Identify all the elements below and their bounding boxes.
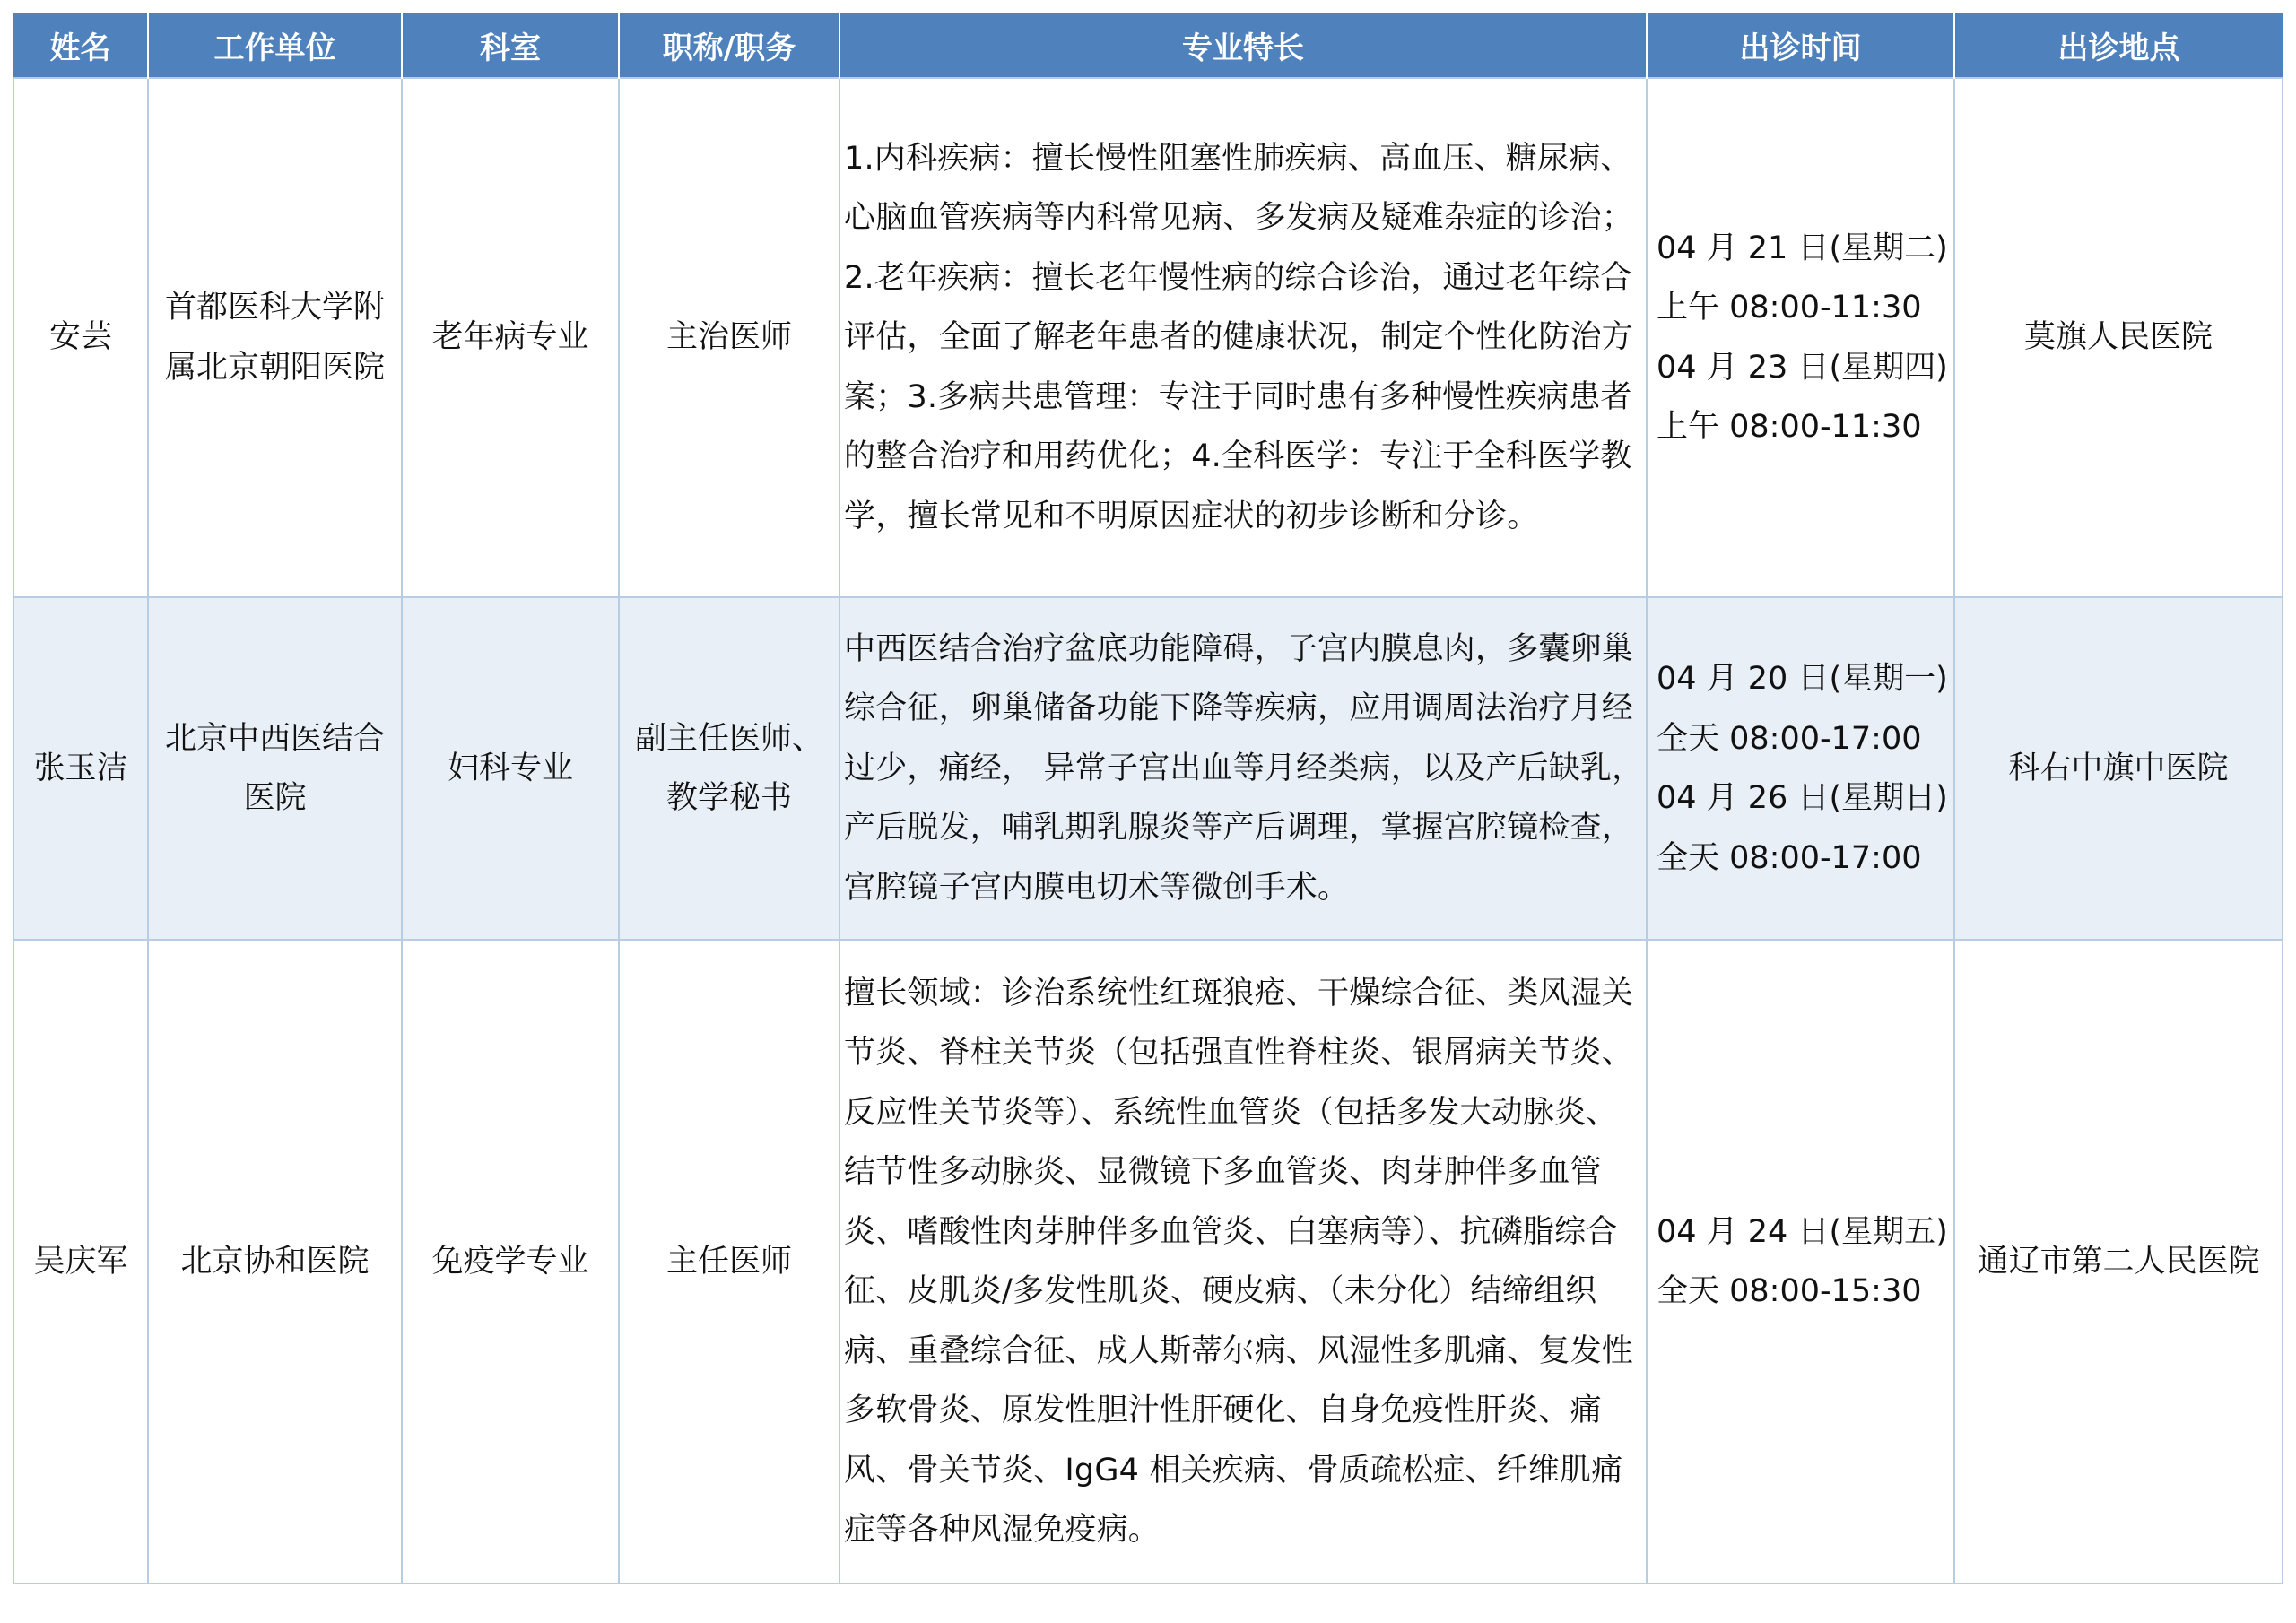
header-time: 出诊时间 (1647, 13, 1954, 78)
cell-title (619, 940, 839, 1584)
table-row (13, 940, 2283, 1584)
cell-specialty: 1.内科疾病：擅长慢性阻塞性肺疾病、高血压、糖尿病、心脑血管疾病等内科常见病、多发病及疑难杂症的诊治；2.老年疾病：擅长老年慢性病的综合诊治，通过老年综合评估，全面了解老年患者的健康状况，制定个性化防治方案；3.多病共患管理：专注于同时患有多种慢性疾病患者的整合治疗和用药优化；4.全科医学：专注于全科医学教学，擅长常见和不明原因症状的初步诊断和分诊。 (839, 78, 1647, 597)
time-line: 全天 08:00-17:00 (1657, 839, 1922, 876)
cell-location: 莫旗人民医院 (1954, 78, 2283, 597)
cell-dept: 免疫学专业 (402, 940, 619, 1584)
cell-location: 通辽市第二人民医院 (1954, 940, 2283, 1584)
cell-title-line: 教学秘书 (665, 780, 792, 816)
cell-unit (148, 78, 402, 597)
cell-unit-line: 北京中西医结合 (164, 720, 385, 757)
cell-location: 科右中旗中医院 (1954, 597, 2283, 940)
cell-name: 吴庆军 (13, 940, 148, 1584)
time-line: 04 月 21 日(星期二) (1657, 230, 1948, 266)
cell-time (1647, 940, 1954, 1584)
cell-title-line: 主治医师 (665, 319, 792, 356)
time-line: 全天 08:00-17:00 (1657, 720, 1922, 757)
cell-name: 安芸 (13, 78, 148, 597)
header-specialty: 专业特长 (839, 13, 1647, 78)
cell-unit (148, 940, 402, 1584)
cell-unit-line: 北京协和医院 (180, 1243, 370, 1280)
cell-title-line: 副主任医师、 (634, 720, 823, 757)
table-row (13, 597, 2283, 940)
table-row (13, 78, 2283, 597)
cell-time (1647, 597, 1954, 940)
cell-specialty: 中西医结合治疗盆底功能障碍，子宫内膜息肉，多囊卵巢综合征，卵巢储备功能下降等疾病，应用调周法治疗月经过少，痛经， 异常子宫出血等月经类病，以及产后缺乳，产后脱发，哺乳期乳腺炎等产后调理，掌握宫腔镜检查，宫腔镜子宫内膜电切术等微创手术。 (839, 597, 1647, 940)
header-location: 出诊地点 (1954, 13, 2283, 78)
doctor-schedule-table (13, 13, 2283, 1584)
cell-unit (148, 597, 402, 940)
schedule-table-container (13, 13, 2283, 1584)
time-line: 全天 08:00-15:30 (1657, 1273, 1922, 1309)
header-title: 职称/职务 (619, 13, 839, 78)
time-line: 04 月 23 日(星期四) (1657, 349, 1948, 386)
cell-title (619, 597, 839, 940)
cell-specialty: 擅长领域：诊治系统性红斑狼疮、干燥综合征、类风湿关节炎、脊柱关节炎（包括强直性脊柱炎、银屑病关节炎、反应性关节炎等）、系统性血管炎（包括多发大动脉炎、结节性多动脉炎、显微镜下多血管炎、肉芽肿伴多血管炎、嗜酸性肉芽肿伴多血管炎、白塞病等）、抗磷脂综合征、皮肌炎/多发性肌炎、硬皮病、（未分化）结缔组织病、重叠综合征、成人斯蒂尔病、风湿性多肌痛、复发性多软骨炎、原发性胆汁性肝硬化、自身免疫性肝炎、痛风、骨关节炎、IgG4 相关疾病、骨质疏松症、纤维肌痛症等各种风湿免疫病。 (839, 940, 1647, 1584)
time-line: 上午 08:00-11:30 (1657, 290, 1922, 325)
cell-name: 张玉洁 (13, 597, 148, 940)
time-line: 04 月 20 日(星期一) (1657, 661, 1948, 697)
cell-title (619, 78, 839, 597)
time-line: 04 月 26 日(星期日) (1657, 780, 1948, 816)
cell-dept: 妇科专业 (402, 597, 619, 940)
cell-unit-line: 医院 (243, 780, 307, 816)
header-row (13, 13, 2283, 78)
cell-dept: 老年病专业 (402, 78, 619, 597)
header-unit: 工作单位 (148, 13, 402, 78)
time-line: 上午 08:00-11:30 (1657, 409, 1922, 445)
header-name: 姓名 (13, 13, 148, 78)
cell-unit-line: 首都医科大学附 (164, 290, 385, 325)
time-line: 04 月 24 日(星期五) (1657, 1213, 1948, 1250)
header-dept: 科室 (402, 13, 619, 78)
cell-time (1647, 78, 1954, 597)
cell-title-line: 主任医师 (665, 1243, 792, 1280)
cell-unit-line: 属北京朝阳医院 (164, 349, 385, 386)
